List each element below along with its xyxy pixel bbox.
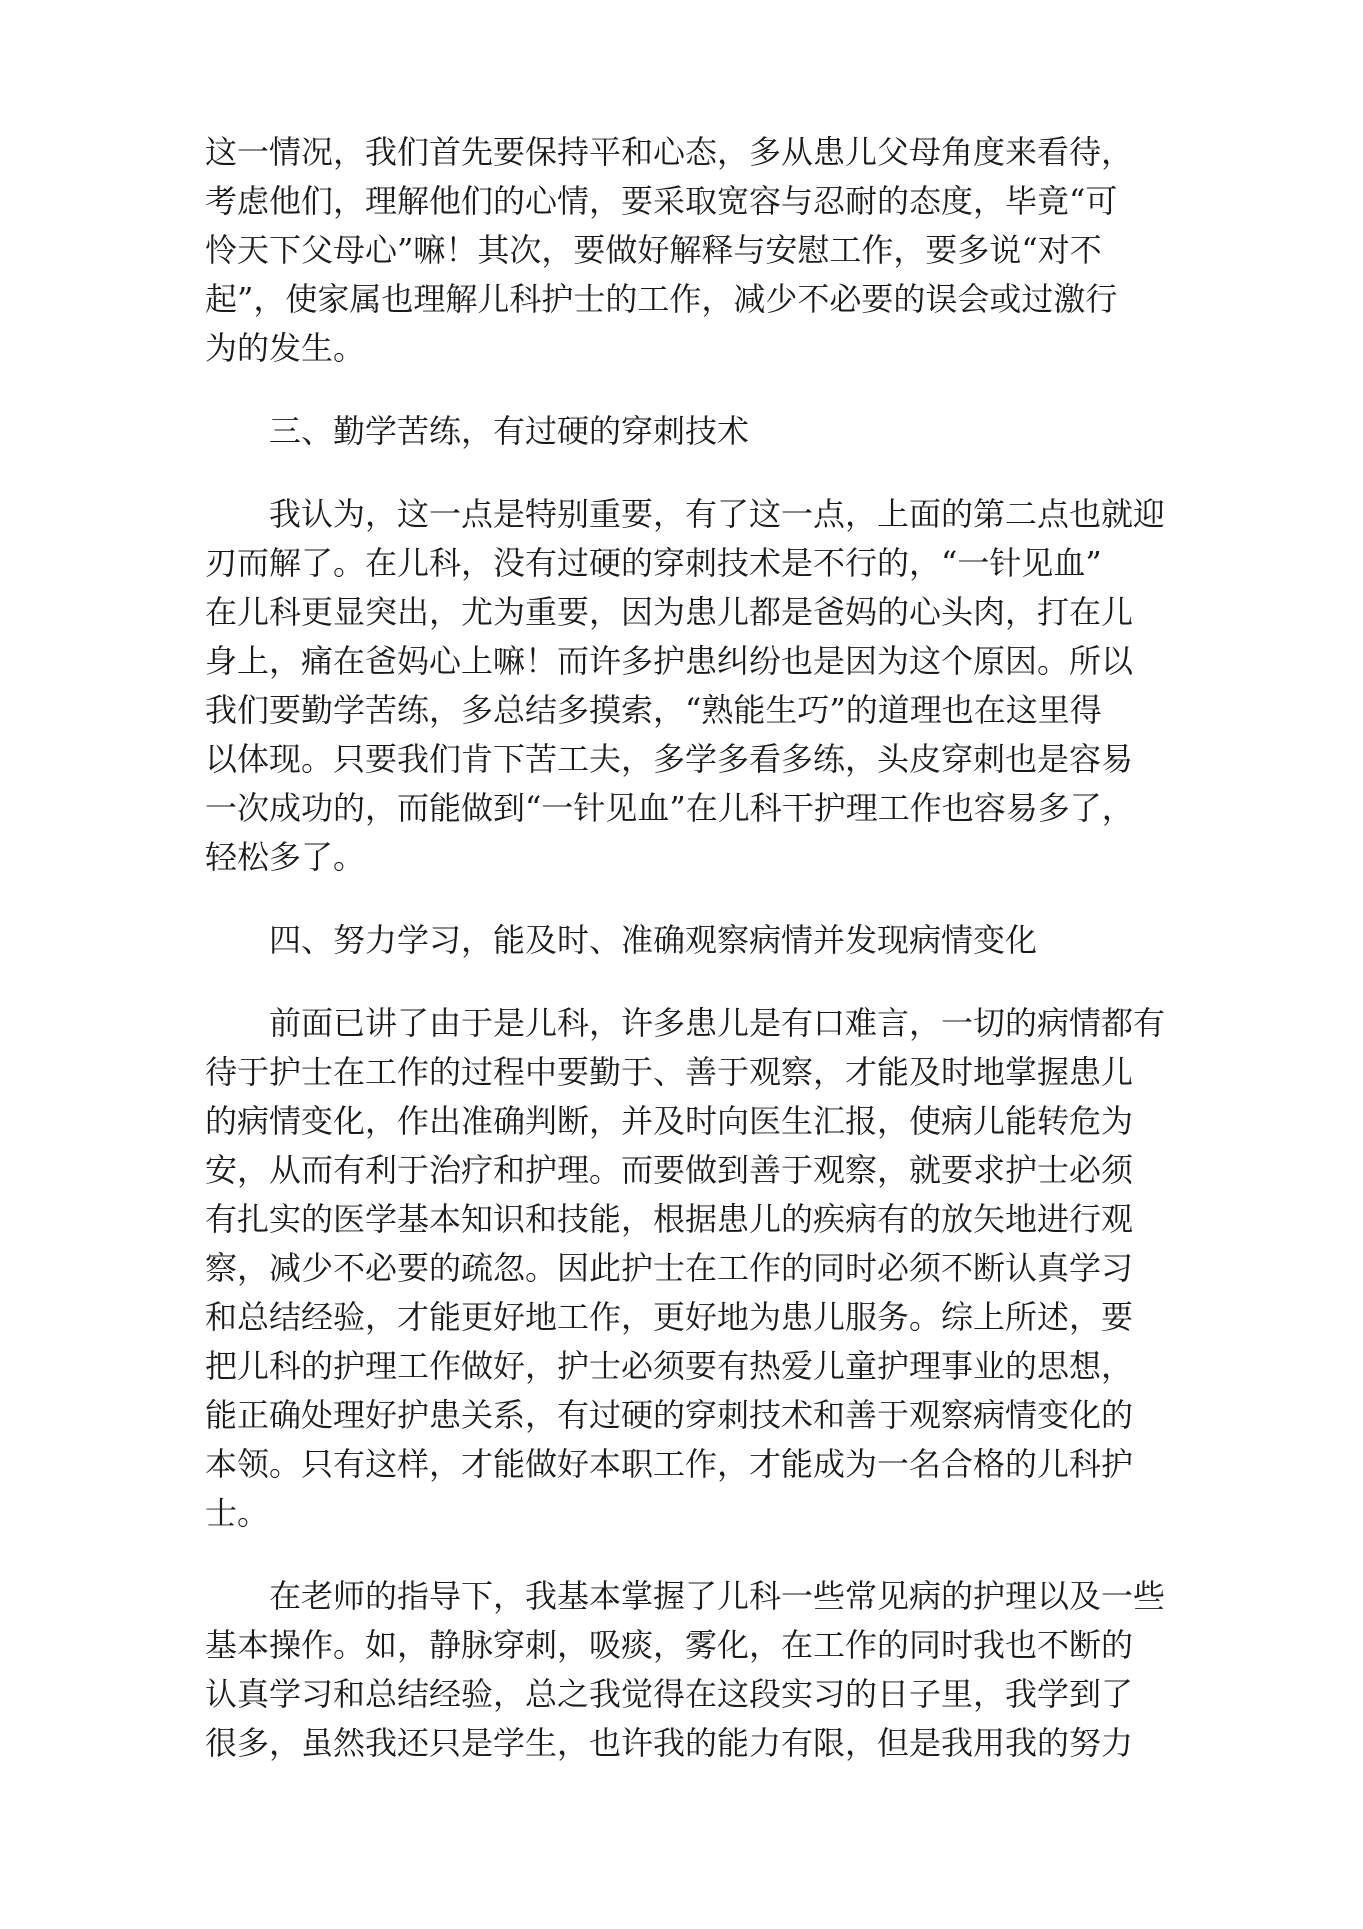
text-line: 能正确处理好护患关系，有过硬的穿刺技术和善于观察病情变化的 — [205, 1396, 1134, 1434]
text-line: 基本操作。如，静脉穿刺，吸痰，雾化，在工作的同时我也不断的 — [205, 1626, 1134, 1664]
text-line: 以体现。只要我们肯下苦工夫，多学多看多练，头皮穿刺也是容易 — [205, 740, 1134, 778]
text-line: 安，从而有利于治疗和护理。而要做到善于观察，就要求护士必须 — [205, 1151, 1134, 1189]
text-line: 把儿科的护理工作做好，护士必须要有热爱儿童护理事业的思想， — [205, 1347, 1134, 1385]
paragraph-spacing — [205, 456, 1161, 490]
heading-line: 四、努力学习，能及时、准确观察病情并发现病情变化 — [205, 921, 1038, 959]
text-line: 这一情况，我们首先要保持平和心态，多从患儿父母角度来看待， — [205, 133, 1134, 171]
text-line: 有扎实的医学基本知识和技能，根据患儿的疾病有的放矢地进行观 — [205, 1200, 1134, 1238]
paragraph-intro-continuation — [205, 128, 1161, 373]
heading-line: 三、勤学苦练，有过硬的穿刺技术 — [205, 412, 750, 450]
text-line: 前面已讲了由于是儿科，许多患儿是有口难言，一切的病情都有 — [205, 1004, 1166, 1042]
text-line: 起”，使家属也理解儿科护士的工作，减少不必要的误会或过激行 — [205, 280, 1118, 318]
text-line: 怜天下父母心”嘛！其次，要做好解释与安慰工作，要多说“对不 — [205, 231, 1102, 269]
document-body — [205, 128, 1166, 1768]
paragraph-spacing — [205, 965, 1161, 999]
text-line: 察，减少不必要的疏忽。因此护士在工作的同时必须不断认真学习 — [205, 1249, 1134, 1287]
text-line: 身上，痛在爸妈心上嘛！而许多护患纠纷也是因为这个原因。所以 — [205, 642, 1134, 680]
text-line: 本领。只有这样，才能做好本职工作，才能成为一名合格的儿科护 — [205, 1445, 1134, 1483]
text-line: 我们要勤学苦练，多总结多摸索，“熟能生巧”的道理也在这里得 — [205, 691, 1102, 729]
text-line: 一次成功的，而能做到“一针见血”在儿科干护理工作也容易多了， — [205, 789, 1134, 827]
text-line: 认真学习和总结经验，总之我觉得在这段实习的日子里，我学到了 — [205, 1675, 1134, 1713]
paragraph-spacing — [205, 1538, 1161, 1572]
text-line: 很多，虽然我还只是学生，也许我的能力有限，但是我用我的努力 — [205, 1724, 1134, 1762]
paragraph-summary — [205, 1572, 1166, 1768]
text-line: 在老师的指导下，我基本掌握了儿科一些常见病的护理以及一些 — [205, 1577, 1166, 1615]
text-line: 的病情变化，作出准确判断，并及时向医生汇报，使病儿能转危为 — [205, 1102, 1134, 1140]
text-line: 和总结经验，才能更好地工作，更好地为患儿服务。综上所述，要 — [205, 1298, 1134, 1336]
paragraph-observation — [205, 999, 1166, 1538]
text-line: 为的发生。 — [205, 329, 366, 367]
text-line: 我认为，这一点是特别重要，有了这一点，上面的第二点也就迎 — [205, 495, 1166, 533]
text-line: 刃而解了。在儿科，没有过硬的穿刺技术是不行的，“一针见血” — [205, 544, 1102, 582]
paragraph-spacing — [205, 373, 1161, 407]
text-line: 待于护士在工作的过程中要勤于、善于观察，才能及时地掌握患儿 — [205, 1053, 1134, 1091]
section-heading-three — [205, 407, 1161, 456]
text-line: 士。 — [205, 1494, 270, 1532]
section-heading-four — [205, 916, 1161, 965]
text-line: 在儿科更显突出，尤为重要，因为患儿都是爸妈的心头肉，打在儿 — [205, 593, 1134, 631]
paragraph-spacing — [205, 882, 1161, 916]
paragraph-puncture-skill — [205, 490, 1166, 882]
text-line: 轻松多了。 — [205, 838, 366, 876]
text-line: 考虑他们，理解他们的心情，要采取宽容与忍耐的态度，毕竟“可 — [205, 182, 1118, 220]
